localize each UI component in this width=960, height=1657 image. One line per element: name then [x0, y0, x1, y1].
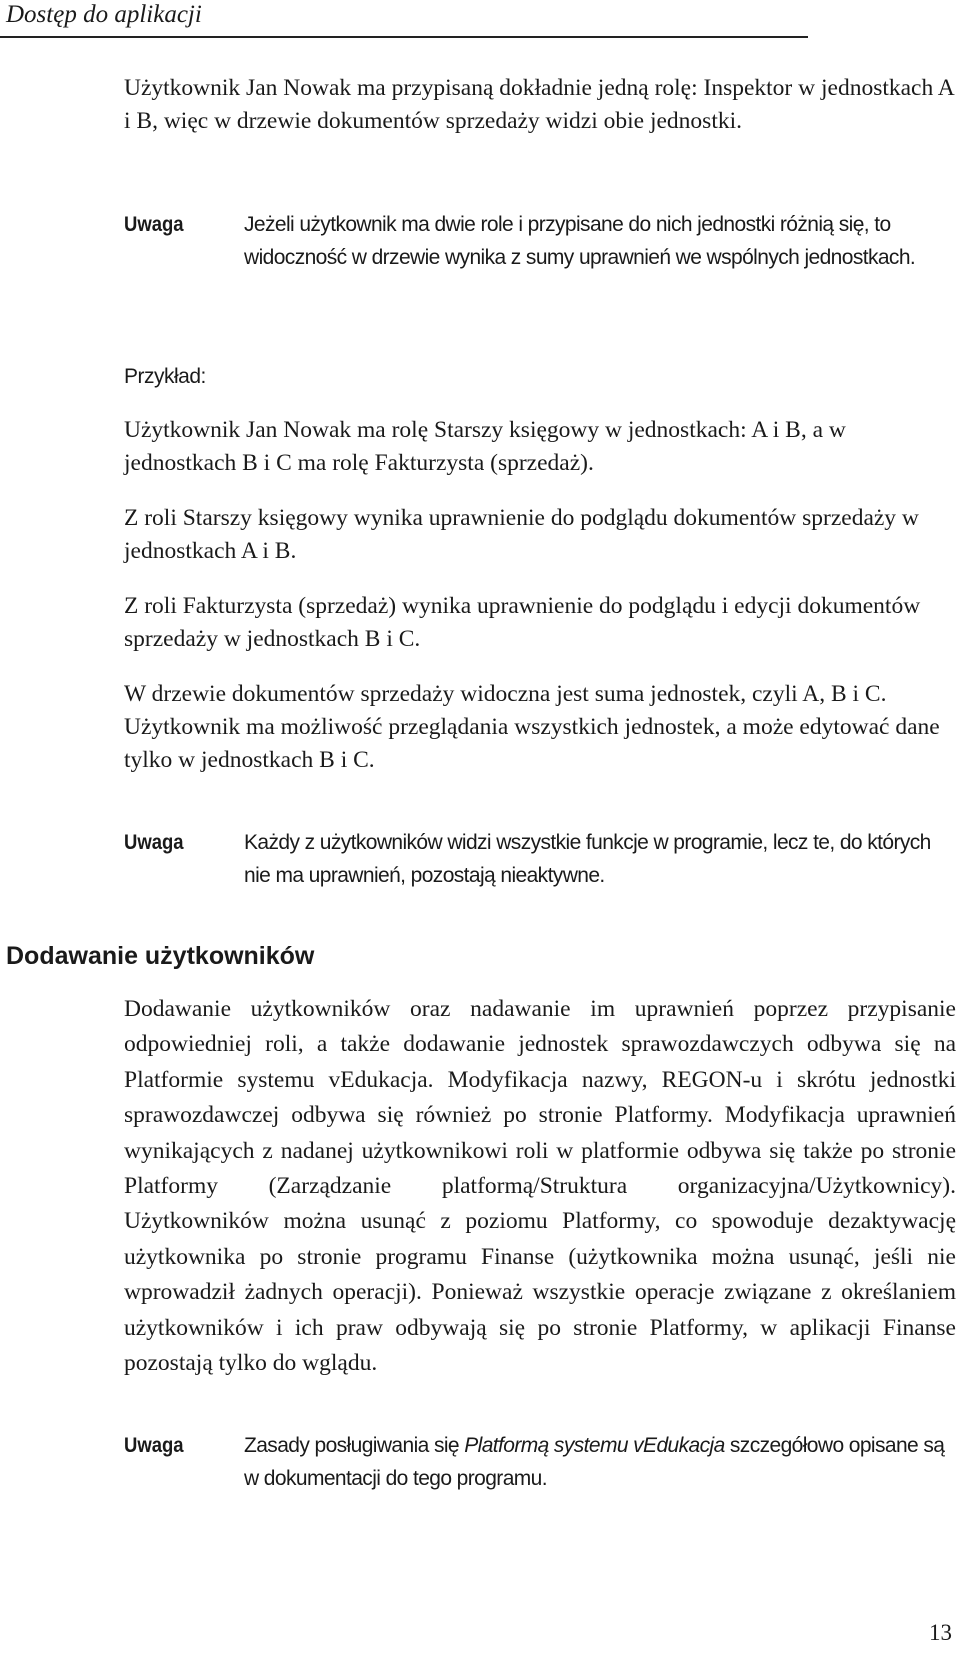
intro-paragraph: Użytkownik Jan Nowak ma przypisaną dokładnie jedną rolę: Inspektor w jednostkach A i B, więc w drzewie dokumentów sprzedaży widzi obie jednostki.	[124, 75, 954, 134]
note-text-part: Zasady posługiwania się	[244, 1434, 465, 1457]
page-number: 13	[929, 1620, 952, 1645]
note-text: Jeżeli użytkownik ma dwie role i przypisane do nich jednostki różnią się, to widoczność w drzewie wynika z sumy uprawnień we wspólnych jednostkach.	[244, 213, 916, 269]
note-label: Uwaga	[124, 831, 184, 854]
note-text	[244, 1429, 956, 1495]
example-paragraph: Użytkownik Jan Nowak ma rolę Starszy księgowy w jednostkach: A i B, a w jednostkach B i C ma rolę Fakturzysta (sprzedaż).	[124, 417, 846, 476]
example-paragraph: W drzewie dokumentów sprzedaży widoczna jest suma jednostek, czyli A, B i C. Użytkownik ma możliwość przeglądania wszystkich jednostek, a może edytować dane tylko w jednostkach B i C.	[124, 681, 940, 773]
note-text-part: szczegółowo opisane są w dokumentacji do tego programu.	[244, 1434, 945, 1490]
note-text-italic: Platformą systemu vEdukacja	[464, 1434, 725, 1457]
header-rule-divider	[0, 36, 808, 38]
note-label: Uwaga	[124, 1434, 184, 1457]
example-label: Przykład:	[124, 365, 206, 388]
example-paragraph: Z roli Fakturzysta (sprzedaż) wynika uprawnienie do podglądu i edycji dokumentów sprzedaży w jednostkach B i C.	[124, 593, 921, 652]
note-text: Każdy z użytkowników widzi wszystkie funkcje w programie, lecz te, do których nie ma uprawnień, pozostają nieaktywne.	[244, 831, 931, 887]
section-heading: Dodawanie użytkowników	[6, 942, 315, 970]
note-label: Uwaga	[124, 213, 184, 236]
running-header-title: Dostęp do aplikacji	[6, 1, 202, 28]
section-paragraph: Dodawanie użytkowników oraz nadawanie im uprawnień poprzez przypisanie odpowiedniej roli, a także dodawanie jednostek sprawozdawczych odbywa się na Platformie systemu vEdukacja. Modyfikacja nazwy, REGON-u i skrótu jednostki sprawozdawczej odbywa się również po stronie Platformy. Modyfikacja uprawnień wynikających z nadanej użytkownikowi roli w platformie odbywa się także po stronie Platformy (Zarządzanie platformą/Struktura organizacyjna/Użytkownicy). Użytkowników można usunąć z poziomu Platformy, co spowoduje dezaktywację użytkownika po stronie programu Finanse (użytkownika można usunąć, jeśli nie wprowadził żadnych operacji). Ponieważ wszystkie operacje związane z określaniem użytkowników i ich praw odbywają się po stronie Platformy, w aplikacji Finanse pozostają tylko do wglądu.	[124, 996, 956, 1377]
example-paragraph: Z roli Starszy księgowy wynika uprawnienie do podglądu dokumentów sprzedaży w jednostkach A i B.	[124, 505, 919, 564]
